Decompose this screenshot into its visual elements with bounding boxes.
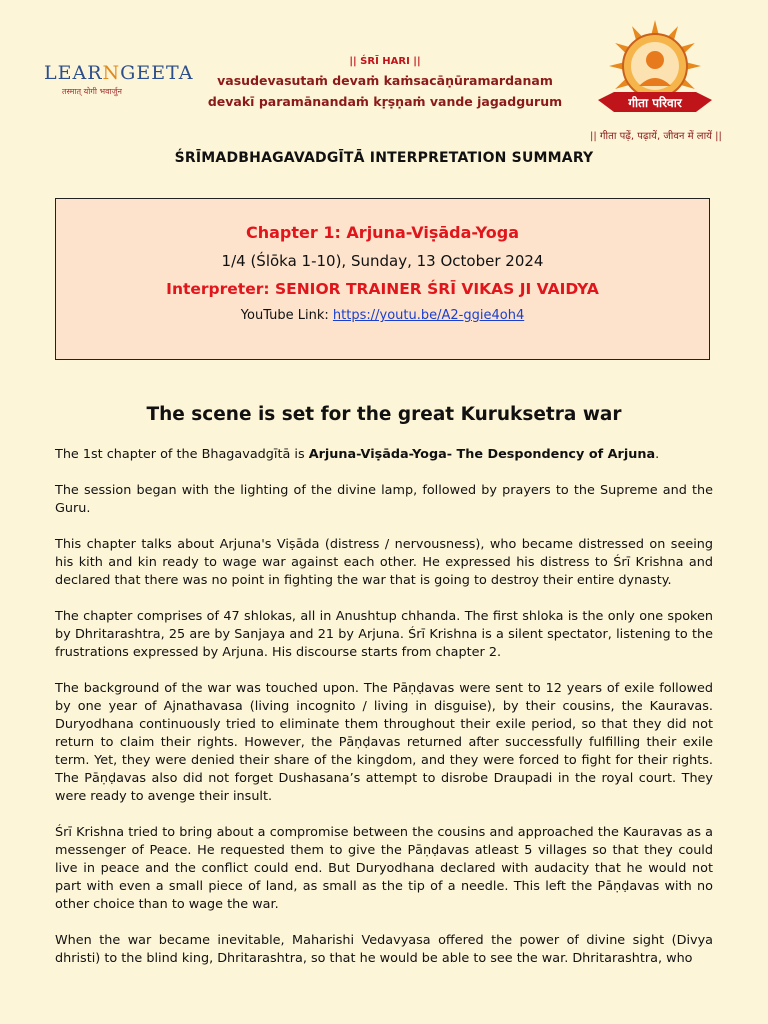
geeta-parivar-banner: गीता परिवार — [628, 96, 682, 110]
interpreter-name: Interpreter: SENIOR TRAINER ŚRĪ VIKAS JI VAIDYA — [166, 280, 599, 298]
chapter-title: Chapter 1: Arjuna-Viṣāda-Yoga — [245, 223, 520, 242]
invocation-line-1: vasudevasutaṁ devaṁ kaṁsacāṇūramardanam — [217, 73, 553, 88]
sun-emblem-icon — [590, 18, 720, 126]
paragraph: This chapter talks about Arjuna's Viṣāda (distress / nervousness), who became distressed on seeing his kith and kin ready to wage war against each other. He expressed his distress to Śrī Krishna and declared that there was no point in fighting the war that is going to destroy their entire dynasty. — [55, 537, 713, 588]
geeta-parivar-logo[interactable] — [590, 18, 720, 146]
section-title: The scene is set for the great Kuruksetra war — [146, 404, 622, 425]
chapter-name-bold: Arjuna-Viṣāda-Yoga- The Despondency of Arjuna — [308, 447, 656, 462]
session-info-box — [55, 198, 710, 360]
header — [0, 0, 768, 150]
document-title: ŚRĪMADBHAGAVADGĪTĀ INTERPRETATION SUMMARY — [174, 150, 594, 166]
learngeeta-logo-text: LEARNGEETA — [44, 62, 194, 84]
summary-body — [55, 446, 713, 986]
session-date: 1/4 (Ślōka 1-10), Sunday, 13 October 2024 — [221, 252, 544, 270]
invocation-line-2: devakī paramānandaṁ kṛṣṇaṁ vande jagadgurum — [207, 94, 563, 109]
youtube-label: YouTube Link: — [240, 308, 329, 323]
paragraph: The session began with the lighting of the divine lamp, followed by prayers to the Supreme and the Guru. — [55, 483, 713, 516]
invocation-title: || ŚRĪ HARI || — [349, 56, 421, 67]
paragraph: Śrī Krishna tried to bring about a compromise between the cousins and approached the Kauravas as a messenger of Peace. He requested them to give the Pāṇḍavas atleast 5 villages so that they could live in peace and the conflict could end. But Duryodhana declared with audacity that he would not part with even a small piece of land, as small as the tip of a needle. This left the Pāṇḍavas with no other choice than to wage the war. — [55, 825, 713, 912]
learngeeta-tagline: तस्मात् योगी भवार्जुन — [62, 87, 122, 96]
paragraph: The 1st chapter of the Bhagavadgītā is Arjuna-Viṣāda-Yoga- The Despondency of Arjuna. — [55, 447, 660, 462]
invocation — [200, 56, 570, 109]
geeta-parivar-caption: || गीता पढ़ें, पढ़ायें, जीवन में लायें || — [590, 131, 722, 142]
youtube-row — [56, 308, 709, 323]
learngeeta-logo[interactable] — [44, 62, 204, 112]
paragraph: The chapter comprises of 47 shlokas, all in Anushtup chhanda. The first shloka is the only one spoken by Dhritarashtra, 25 are by Sanjaya and 21 by Arjuna. Śrī Krishna is a silent spectator, listening to the frustrations expressed by Arjuna. His discourse starts from chapter 2. — [55, 609, 713, 660]
youtube-link[interactable]: https://youtu.be/A2-ggie4oh4 — [332, 308, 525, 323]
paragraph: When the war became inevitable, Maharishi Vedavyasa offered the power of divine sight (Divya dhristi) to the blind king, Dhritarashtra, so that he would be able to see the war. Dhritarashtra, who — [55, 933, 713, 966]
paragraph: The background of the war was touched upon. The Pāṇḍavas were sent to 12 years of exile followed by one year of Ajnathavasa (living incognito / living in disguise), by their cousins, the Kauravas. Duryodhana continuously tried to eliminate them throughout their exile period, so that they did not return to claim their rights. However, the Pāṇḍavas returned after successfully fulfilling their exile term. Yet, they were denied their share of the kingdom, and they were forced to fight for their rights. The Pāṇḍavas also did not forget Dushasana’s attempt to disrobe Draupadi in the royal court. They were ready to avenge their insult. — [55, 681, 713, 804]
